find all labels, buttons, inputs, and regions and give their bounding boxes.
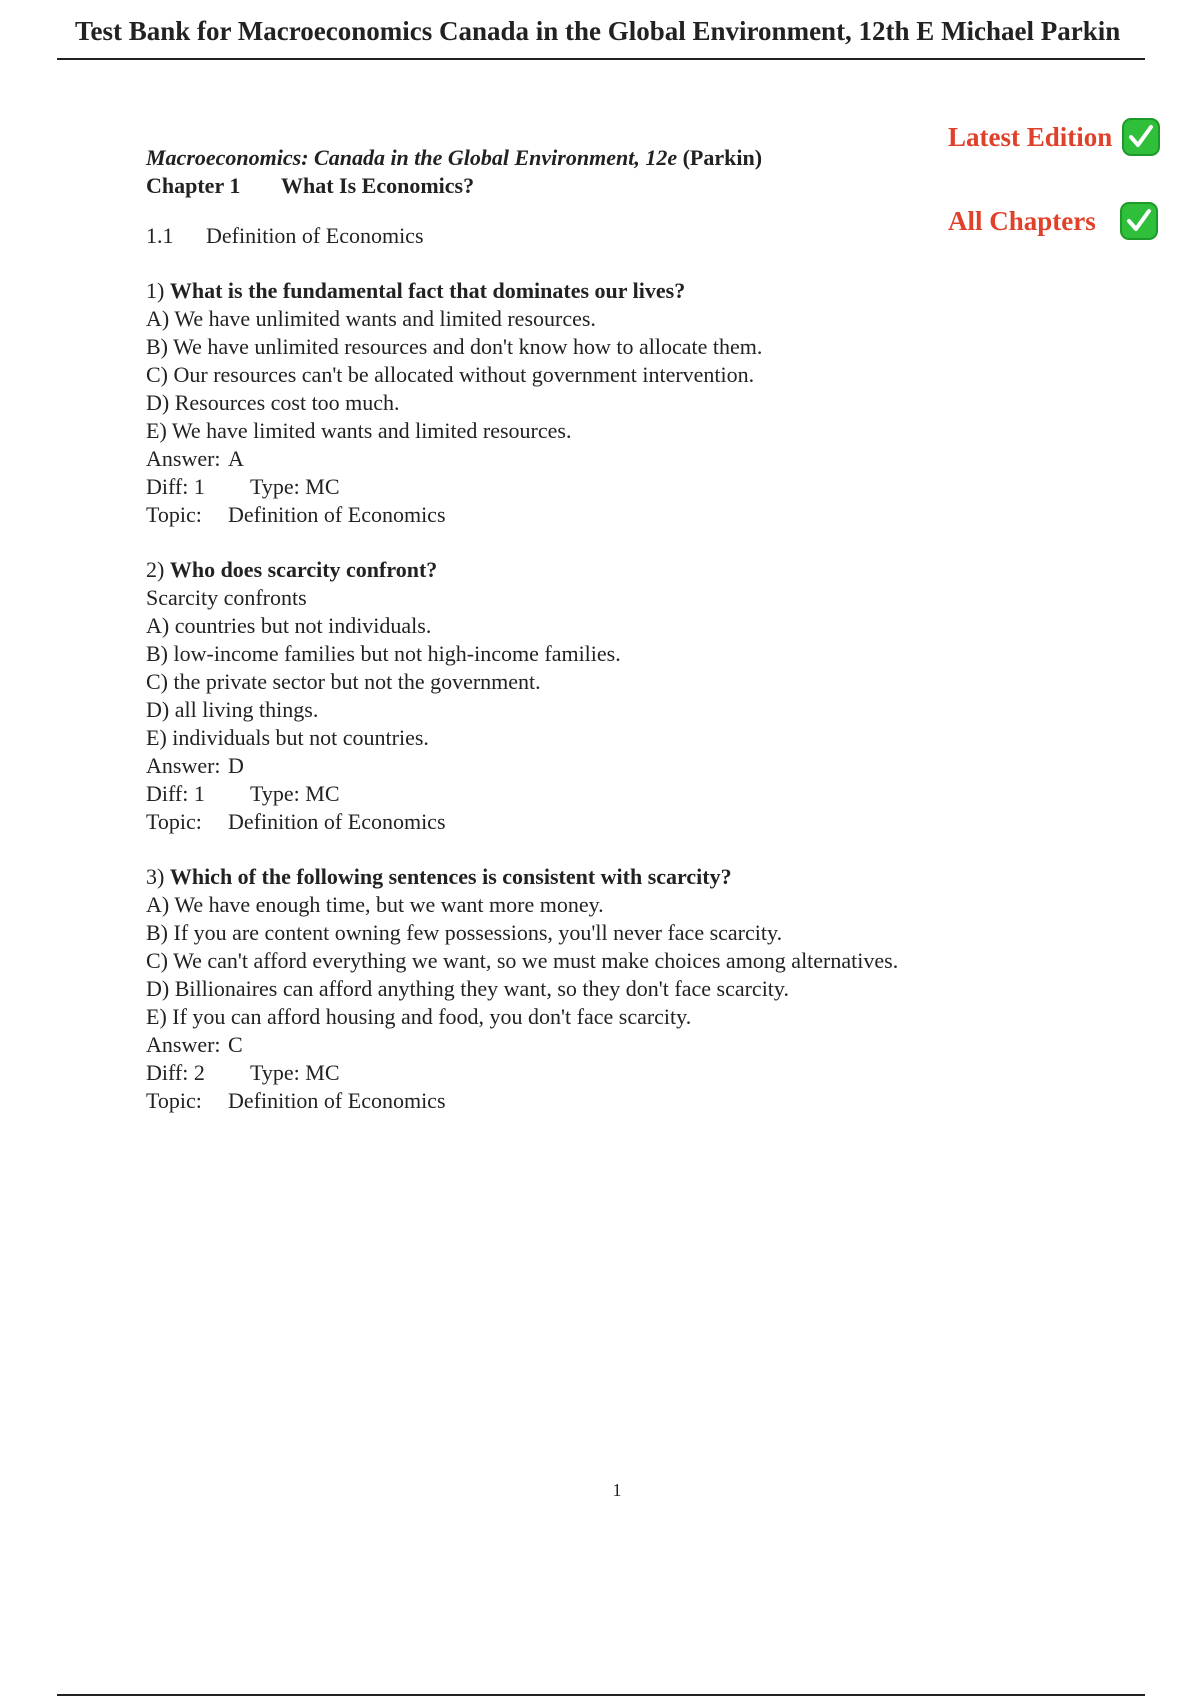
section-number: 1.1	[146, 223, 174, 248]
answer-option: C) We can't afford everything we want, so we must make choices among alternatives.	[146, 948, 899, 973]
answer-option: E) If you can afford housing and food, you don't face scarcity.	[146, 1004, 692, 1029]
diff-type-line	[146, 1059, 1046, 1087]
check-mark-icon	[1120, 202, 1158, 240]
section-heading	[146, 222, 1046, 250]
question-title	[146, 863, 1046, 891]
diff-label: Diff:	[146, 1060, 189, 1085]
answer-label: Answer:	[146, 753, 221, 778]
diff-type-line	[146, 780, 1046, 808]
question-title	[146, 556, 1046, 584]
book-heading	[146, 144, 1046, 172]
question-1	[146, 277, 1046, 529]
test-bank-content	[146, 144, 1046, 1115]
answer-option: B) If you are content owning few possessions, you'll never face scarcity.	[146, 920, 783, 945]
book-author: (Parkin)	[682, 145, 763, 170]
answer-option: D) all living things.	[146, 697, 319, 722]
question-number: 3)	[146, 864, 165, 889]
latest-edition-label: Latest Edition	[948, 121, 1113, 152]
answer-label: Answer:	[146, 446, 221, 471]
section-title: Definition of Economics	[206, 223, 424, 248]
type-label: Type:	[250, 1060, 300, 1085]
answer-option: E) individuals but not countries.	[146, 725, 429, 750]
question-number: 2)	[146, 557, 165, 582]
question-number: 1)	[146, 278, 165, 303]
answer-option: A) We have enough time, but we want more money.	[146, 892, 604, 917]
type-value: MC	[305, 1060, 340, 1085]
type-label: Type:	[250, 474, 300, 499]
diff-label: Diff:	[146, 781, 189, 806]
page-header	[57, 14, 1145, 60]
answer-label: Answer:	[146, 1032, 221, 1057]
topic-label: Topic:	[146, 809, 202, 834]
topic-label: Topic:	[146, 502, 202, 527]
check-mark-icon	[1122, 118, 1160, 156]
topic-line	[146, 501, 1046, 529]
topic-value: Definition of Economics	[228, 1088, 446, 1113]
chapter-heading	[146, 172, 1046, 200]
diff-label: Diff:	[146, 474, 189, 499]
question-3	[146, 863, 1046, 1115]
answer-option: B) We have unlimited resources and don't know how to allocate them.	[146, 334, 763, 359]
type-label: Type:	[250, 781, 300, 806]
answer-value: D	[228, 753, 244, 778]
page-header-title: Test Bank for Macroeconomics Canada in the Global Environment, 12th E Michael Parkin	[75, 16, 1121, 46]
page-number: 1	[612, 1480, 622, 1500]
type-value: MC	[305, 781, 340, 806]
answer-value: A	[228, 446, 244, 471]
question-prompt: What is the fundamental fact that dominates our lives?	[169, 278, 686, 303]
answer-option: B) low-income families but not high-income families.	[146, 641, 621, 666]
question-2	[146, 556, 1046, 836]
answer-value: C	[228, 1032, 243, 1057]
question-stem: Scarcity confronts	[146, 585, 307, 610]
topic-line	[146, 808, 1046, 836]
diff-value: 2	[193, 1060, 205, 1085]
topic-value: Definition of Economics	[228, 502, 446, 527]
type-value: MC	[305, 474, 340, 499]
answer-option: E) We have limited wants and limited resources.	[146, 418, 572, 443]
question-prompt: Who does scarcity confront?	[169, 557, 438, 582]
topic-line	[146, 1087, 1046, 1115]
question-prompt: Which of the following sentences is consistent with scarcity?	[169, 864, 732, 889]
diff-type-line	[146, 473, 1046, 501]
answer-option: A) We have unlimited wants and limited resources.	[146, 306, 596, 331]
answer-option: A) countries but not individuals.	[146, 613, 432, 638]
chapter-number: Chapter 1	[146, 173, 241, 198]
answer-option: D) Billionaires can afford anything they want, so they don't face scarcity.	[146, 976, 789, 1001]
answer-line	[146, 1031, 1046, 1059]
footer-divider	[57, 1694, 1145, 1696]
diff-value: 1	[193, 474, 205, 499]
topic-label: Topic:	[146, 1088, 202, 1113]
chapter-title: What Is Economics?	[281, 173, 475, 198]
diff-value: 1	[193, 781, 205, 806]
question-title	[146, 277, 1046, 305]
answer-line	[146, 445, 1046, 473]
answer-option: D) Resources cost too much.	[146, 390, 400, 415]
topic-value: Definition of Economics	[228, 809, 446, 834]
answer-option: C) the private sector but not the government.	[146, 669, 541, 694]
answer-option: C) Our resources can't be allocated without government intervention.	[146, 362, 755, 387]
all-chapters-label: All Chapters	[948, 205, 1096, 236]
answer-line	[146, 752, 1046, 780]
book-title: Macroeconomics: Canada in the Global Environment, 12e	[146, 145, 678, 170]
